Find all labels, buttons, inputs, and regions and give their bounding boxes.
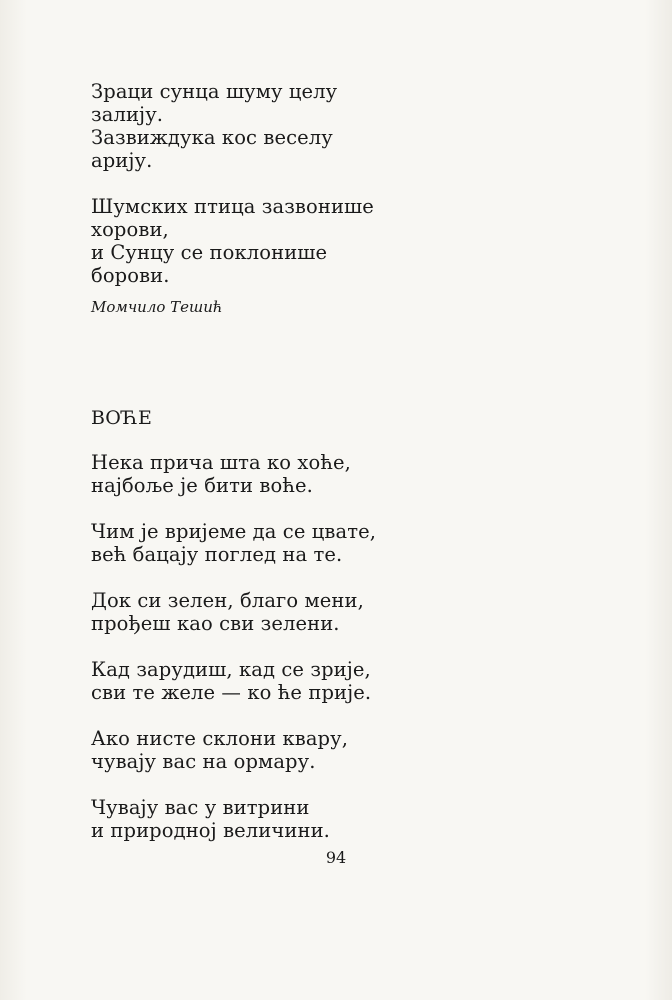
- poem2-stanza: [91, 520, 591, 566]
- verse-line: Кад зарудиш, кад се зрије,: [91, 658, 371, 681]
- poem-author: Момчило Тешић: [91, 298, 223, 316]
- verse-line: залију.: [91, 103, 164, 126]
- verse-line: Чим је вријеме да се цвате,: [91, 520, 377, 543]
- poem2-stanza: [91, 451, 591, 497]
- verse-line: Зраци сунца шуму целу: [91, 80, 338, 103]
- verse-line: и Сунцу се поклонише: [91, 241, 328, 264]
- poem2-stanza: [91, 658, 591, 704]
- poem1-stanza: [91, 80, 591, 172]
- verse-line: арију.: [91, 149, 153, 172]
- verse-line: хорови,: [91, 218, 169, 241]
- verse-line: Чувају вас у витрини: [91, 796, 310, 819]
- verse-line: Ако нисте склони квару,: [91, 727, 349, 750]
- verse-line: борови.: [91, 264, 170, 287]
- verse-line: најбоље је бити воће.: [91, 474, 313, 497]
- poem-title: ВОЋЕ: [91, 407, 153, 429]
- verse-line: већ бацају поглед на те.: [91, 543, 343, 566]
- verse-line: сви те желе — ко ће прије.: [91, 681, 372, 704]
- verse-line: Шумских птица зазвонише: [91, 195, 374, 218]
- poem1-stanza: [91, 195, 591, 287]
- poem2-stanza: [91, 589, 591, 635]
- verse-line: прођеш као сви зелени.: [91, 612, 340, 635]
- verse-line: Зазвиждука кос веселу: [91, 126, 333, 149]
- poem2-stanza: [91, 727, 591, 773]
- page-content: [91, 80, 591, 842]
- verse-line: и природној величини.: [91, 819, 330, 842]
- poem2-stanza: [91, 796, 591, 842]
- verse-line: Нека прича шта ко хоће,: [91, 451, 351, 474]
- verse-line: Док си зелен, благо мени,: [91, 589, 364, 612]
- page-number: 94: [325, 848, 347, 867]
- verse-line: чувају вас на ормару.: [91, 750, 316, 773]
